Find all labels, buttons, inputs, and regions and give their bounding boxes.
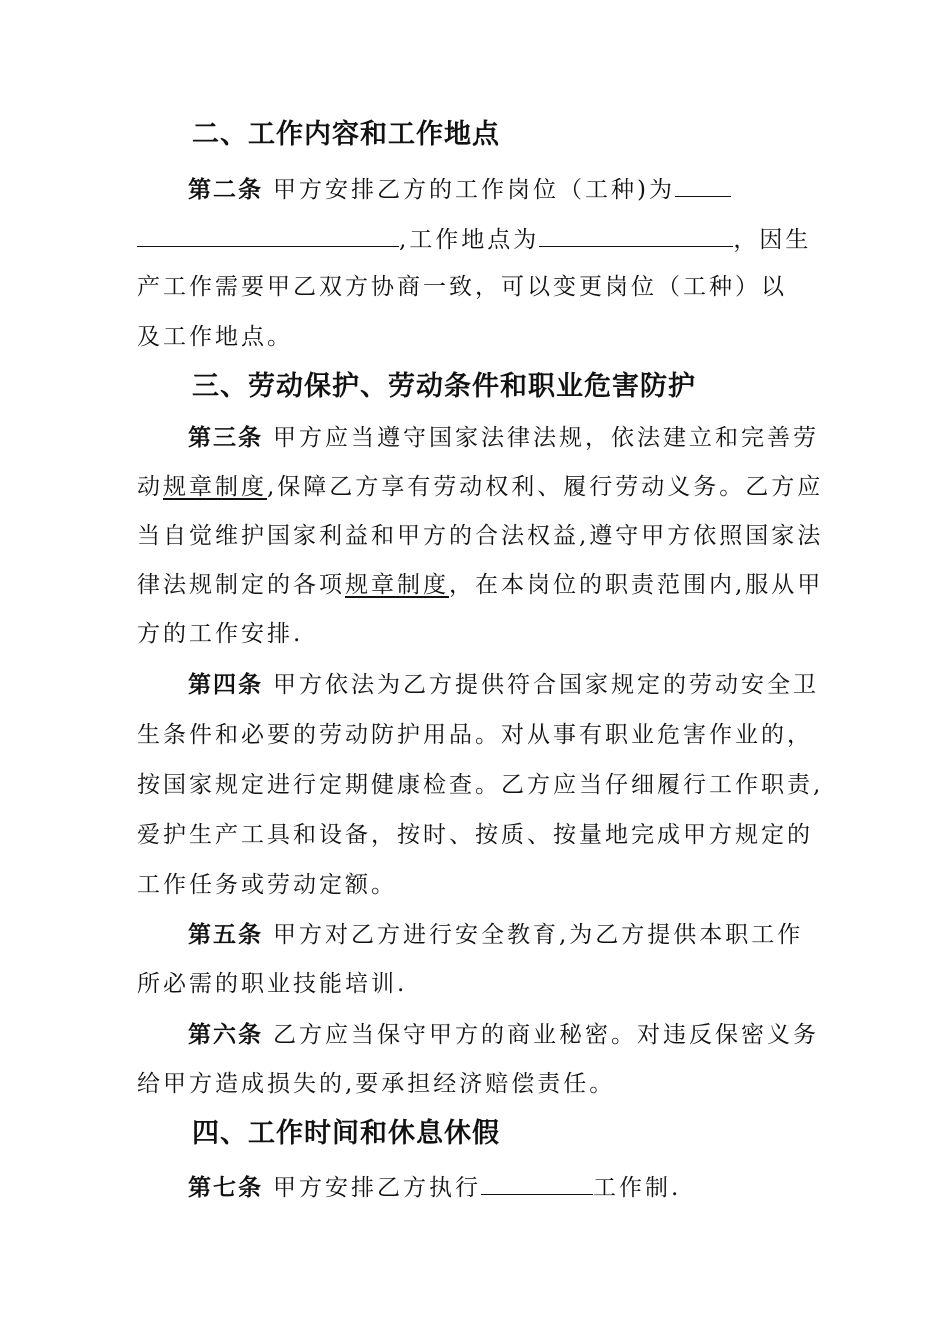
article-3-label: 第三条 — [188, 425, 263, 451]
article-4-line-3: 按国家规定进行定期健康检查。乙方应当仔细履行工作职责, — [137, 772, 824, 798]
section-heading-2: 二、工作内容和工作地点 — [192, 119, 500, 150]
article-4-line-1: 第四条 甲方依法为乙方提供符合国家规定的劳动安全卫 — [188, 672, 819, 698]
article-7-label: 第七条 — [188, 1175, 263, 1201]
article-5-line-1: 第五条 甲方对乙方进行安全教育,为乙方提供本职工作 — [188, 922, 804, 948]
article-6-label: 第六条 — [188, 1022, 263, 1048]
article-3-line-1: 第三条 甲方应当遵守国家法律法规，依法建立和完善劳 — [188, 425, 819, 451]
blank-work-schedule — [481, 1170, 593, 1195]
article-7-line-1: 第七条 甲方安排乙方执行 工作制. — [188, 1170, 681, 1203]
article-5-label: 第五条 — [188, 922, 263, 948]
section-heading-3: 三、劳动保护、劳动条件和职业危害防护 — [192, 371, 696, 402]
article-2-label: 第二条 — [188, 177, 263, 203]
article-4-line-4: 爱护生产工具和设备，按时、按质、按量地完成甲方规定的 — [137, 822, 813, 848]
blank-work-location — [539, 222, 733, 247]
article-2-line-4: 及工作地点。 — [137, 324, 293, 350]
article-6-line-1: 第六条 乙方应当保守甲方的商业秘密。对违反保密义务 — [188, 1022, 819, 1048]
article-3-line-2: 动规章制度,保障乙方享有劳动权利、履行劳动义务。乙方应 — [137, 474, 824, 500]
article-3-line-4: 律法规制定的各项规章制度，在本岗位的职责范围内,服从甲 — [137, 572, 824, 598]
article-6-line-2: 给甲方造成损失的,要承担经济赔偿责任。 — [137, 1071, 616, 1097]
blank-job-position — [675, 172, 731, 197]
blank-job-position-cont — [137, 222, 399, 247]
article-3-line-5: 方的工作安排. — [137, 621, 304, 647]
rules-underlined-2: 规章制度 — [345, 572, 449, 598]
article-4-line-2: 生条件和必要的劳动防护用品。对从事有职业危害作业的， — [137, 722, 813, 748]
rules-underlined: 规章制度 — [163, 474, 267, 500]
article-2-line-2: ,工作地点为 ，因生 — [137, 222, 811, 255]
article-2-line-3: 产工作需要甲乙双方协商一致，可以变更岗位（工种）以 — [137, 274, 787, 300]
article-4-line-5: 工作任务或劳动定额。 — [137, 872, 397, 898]
article-4-label: 第四条 — [188, 672, 263, 698]
article-2-line-1: 第二条 甲方安排乙方的工作岗位（工种)为 — [188, 172, 731, 205]
article-3-line-3: 当自觉维护国家利益和甲方的合法权益,遵守甲方依照国家法 — [137, 523, 824, 549]
section-heading-4: 四、工作时间和休息休假 — [192, 1118, 500, 1149]
article-5-line-2: 所必需的职业技能培训. — [137, 971, 408, 997]
